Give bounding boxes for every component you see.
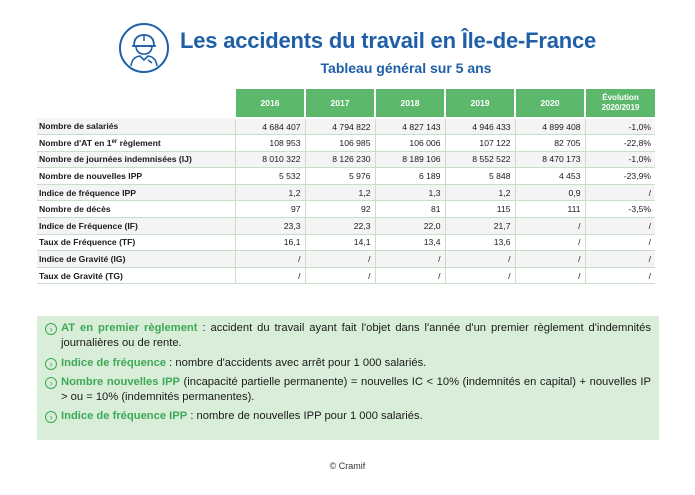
- table-cell: 5 532: [235, 168, 305, 185]
- table-cell: /: [515, 267, 585, 284]
- definition-term: Indice de fréquence: [61, 356, 167, 369]
- table-cell: /: [305, 267, 375, 284]
- table-cell: 81: [375, 201, 445, 218]
- page-subtitle: Tableau général sur 5 ans: [320, 60, 492, 76]
- table-cell: 0,9: [515, 184, 585, 201]
- table-cell: 6 189: [375, 168, 445, 185]
- table-cell: 4 794 822: [305, 118, 375, 135]
- row-label: Nombre de décès: [37, 201, 235, 218]
- evolution-cell: -1,0%: [585, 151, 655, 168]
- table-cell: 106 985: [305, 135, 375, 152]
- table-cell: 4 946 433: [445, 118, 515, 135]
- row-label: Nombre de journées indemnisées (IJ): [37, 151, 235, 168]
- definition-term: Nombre nouvelles IPP: [61, 375, 181, 388]
- definition-item: [45, 321, 651, 352]
- column-header-2019: 2019: [445, 89, 515, 118]
- evolution-cell: -23,9%: [585, 168, 655, 185]
- table-cell: 8 189 106: [375, 151, 445, 168]
- table-cell: 111: [515, 201, 585, 218]
- table-cell: 82 705: [515, 135, 585, 152]
- table-cell: 115: [445, 201, 515, 218]
- definition-text: (incapacité partielle permanente) = nouvelles IC < 10% (indemnités en capital) + nouvelles IP > ou = 10% (indemnités permanentes).: [61, 375, 652, 404]
- row-label: Nombre de nouvelles IPP: [37, 168, 235, 185]
- header-blank-cell: [37, 89, 235, 118]
- page-title: Les accidents du travail en Île-de-France: [180, 28, 597, 53]
- table-cell: 21,7: [445, 218, 515, 235]
- column-header-2017: 2017: [305, 89, 375, 118]
- table-row: [37, 184, 655, 201]
- table-cell: /: [445, 251, 515, 268]
- table-cell: 107 122: [445, 135, 515, 152]
- evolution-cell: -22,8%: [585, 135, 655, 152]
- table-cell: /: [375, 267, 445, 284]
- evolution-cell: /: [585, 184, 655, 201]
- table-cell: 23,3: [235, 218, 305, 235]
- chevron-circle-icon: ›: [45, 358, 57, 370]
- evolution-cell: /: [585, 234, 655, 251]
- definitions-box: [37, 316, 659, 440]
- table-cell: 8 470 173: [515, 151, 585, 168]
- definition-item: [45, 375, 651, 406]
- table-cell: 8 126 230: [305, 151, 375, 168]
- row-label: Nombre de salariés: [37, 118, 235, 135]
- evolution-cell: /: [585, 267, 655, 284]
- table-cell: 4 453: [515, 168, 585, 185]
- table-cell: 106 006: [375, 135, 445, 152]
- table-cell: 5 848: [445, 168, 515, 185]
- evolution-header-line2: 2020/2019: [601, 103, 640, 112]
- row-label: Taux de Gravité (TG): [37, 267, 235, 284]
- header: [118, 22, 598, 78]
- table-row: [37, 201, 655, 218]
- definition-text: : nombre de nouvelles IPP pour 1 000 salariés.: [187, 410, 423, 423]
- row-label-part: règlement: [117, 137, 161, 148]
- table-row: [37, 267, 655, 284]
- row-label: Indice de fréquence IPP: [37, 184, 235, 201]
- row-label-superscript: er: [111, 138, 118, 145]
- evolution-cell: /: [585, 251, 655, 268]
- table-cell: /: [515, 251, 585, 268]
- table-cell: /: [375, 251, 445, 268]
- evolution-cell: -1,0%: [585, 118, 655, 135]
- table-row: [37, 218, 655, 235]
- table-cell: 22,0: [375, 218, 445, 235]
- definition-term: Indice de fréquence IPP: [61, 410, 188, 423]
- column-header-2016: 2016: [235, 89, 305, 118]
- row-label-part: Nombre d'AT en 1: [39, 137, 112, 148]
- column-header-2020: 2020: [515, 89, 585, 118]
- table-row: [37, 135, 655, 152]
- table-cell: 13,6: [445, 234, 515, 251]
- table-cell: 8 552 522: [445, 151, 515, 168]
- table-cell: 4 684 407: [235, 118, 305, 135]
- table-cell: 1,2: [235, 184, 305, 201]
- table-cell: 14,1: [305, 234, 375, 251]
- table-cell: 97: [235, 201, 305, 218]
- table-cell: 16,1: [235, 234, 305, 251]
- table-cell: 8 010 322: [235, 151, 305, 168]
- table-row: [37, 118, 655, 135]
- table-row: [37, 151, 655, 168]
- table-cell: /: [445, 267, 515, 284]
- copyright: © Cramif: [329, 461, 366, 471]
- table-cell: 1,3: [375, 184, 445, 201]
- row-label: [37, 135, 235, 152]
- table-cell: /: [305, 251, 375, 268]
- definition-text: : nombre d'accidents avec arrêt pour 1 000 salariés.: [166, 356, 427, 369]
- table-cell: 92: [305, 201, 375, 218]
- table-cell: /: [235, 251, 305, 268]
- evolution-cell: /: [585, 218, 655, 235]
- table-cell: 13,4: [375, 234, 445, 251]
- evolution-header-line1: Évolution: [602, 93, 639, 102]
- evolution-cell: -3,5%: [585, 201, 655, 218]
- table-cell: 1,2: [445, 184, 515, 201]
- table-cell: /: [515, 218, 585, 235]
- table-cell: 108 953: [235, 135, 305, 152]
- table-cell: 5 976: [305, 168, 375, 185]
- row-label: Indice de Gravité (IG): [37, 251, 235, 268]
- stats-table: [37, 89, 655, 284]
- chevron-circle-icon: ›: [45, 323, 57, 335]
- row-label: Taux de Fréquence (TF): [37, 234, 235, 251]
- table-row: [37, 168, 655, 185]
- chevron-circle-icon: ›: [45, 411, 57, 423]
- table-cell: /: [235, 267, 305, 284]
- definition-term: AT en premier règlement: [61, 322, 198, 334]
- table-cell: 1,2: [305, 184, 375, 201]
- definition-item: [45, 409, 651, 424]
- table-header-row: [37, 89, 655, 118]
- definition-item: [45, 356, 651, 371]
- row-label: Indice de Fréquence (IF): [37, 218, 235, 235]
- column-header-evolution: [585, 89, 655, 118]
- table-cell: 22,3: [305, 218, 375, 235]
- table-cell: /: [515, 234, 585, 251]
- table-row: [37, 251, 655, 268]
- column-header-2018: 2018: [375, 89, 445, 118]
- definition-text: : accident du travail ayant fait l'objet dans l'année d'un premier règlement d'indemnités journalières ou de rente.: [61, 322, 651, 350]
- table-row: [37, 234, 655, 251]
- chevron-circle-icon: ›: [45, 377, 57, 389]
- table-cell: 4 827 143: [375, 118, 445, 135]
- table-cell: 4 899 408: [515, 118, 585, 135]
